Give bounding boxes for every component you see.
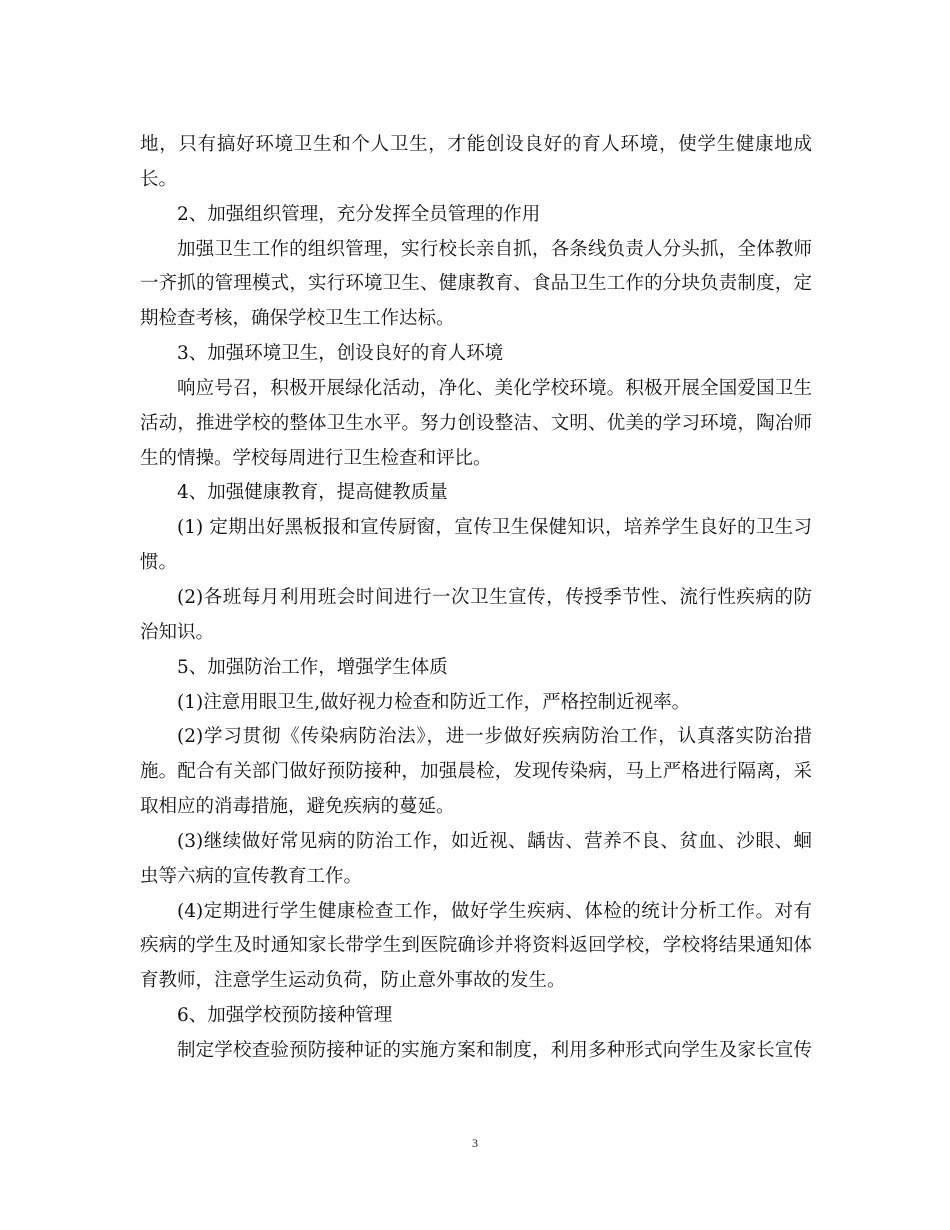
page-number: 3 [472, 1136, 478, 1150]
text-line: 虫等六病的宣传教育工作。 [140, 865, 363, 887]
text-line: 惯。 [140, 552, 178, 574]
text-line: 响应号召，积极开展绿化活动，净化、美化学校环境。积极开展全国爱国卫生 [177, 377, 812, 399]
text-line: 长。 [140, 168, 178, 190]
text-line: (4)定期进行学生健康检查工作，做好学生疾病、体检的统计分析工作。对有 [177, 900, 812, 922]
text-line: 生的情操。学校每周进行卫生检查和评比。 [140, 447, 492, 469]
text-line: (1) 定期出好黑板报和宣传厨窗，宣传卫生保健知识，培养学生良好的卫生习 [177, 517, 812, 539]
document-body [140, 128, 812, 1069]
text-line: 一齐抓的管理模式，实行环境卫生、健康教育、食品卫生工作的分块负责制度，定 [140, 273, 812, 295]
text-line: 期检查考核，确保学校卫生工作达标。 [140, 308, 455, 330]
text-line: 取相应的消毒措施，避免疾病的蔓延。 [140, 796, 455, 818]
text-line: 制定学校查验预防接种证的实施方案和制度，利用多种形式向学生及家长宣传 [177, 1039, 812, 1061]
text-line: (2)各班每月利用班会时间进行一次卫生宣传，传授季节性、流行性疾病的防 [177, 586, 812, 608]
text-line: 治知识。 [140, 621, 215, 643]
text-line: 活动，推进学校的整体卫生水平。努力创设整洁、文明、优美的学习环境，陶冶师 [140, 412, 812, 434]
text-line: 疾病的学生及时通知家长带学生到医院确诊并将资料返回学校，学校将结果通知体 [140, 935, 812, 957]
text-line: 6、加强学校预防接种管理 [177, 1005, 393, 1027]
text-line: (2)学习贯彻《传染病防治法》，进一步做好疾病防治工作，认真落实防治措 [177, 726, 812, 748]
text-line: 育教师，注意学生运动负荷，防止意外事故的发生。 [140, 970, 566, 992]
text-line: 施。配合有关部门做好预防接种，加强晨检，发现传染病，马上严格进行隔离，采 [140, 761, 812, 783]
text-line: (3)继续做好常见病的防治工作，如近视、龋齿、营养不良、贫血、沙眼、蛔 [177, 830, 812, 852]
text-line: 3、加强环境卫生，创设良好的育人环境 [177, 343, 504, 365]
text-line: 加强卫生工作的组织管理，实行校长亲自抓，各条线负责人分头抓，全体教师 [177, 238, 812, 260]
text-line: 4、加强健康教育，提高健教质量 [177, 482, 448, 504]
text-line: (1)注意用眼卫生,做好视力检查和防近工作，严格控制近视率。 [177, 691, 691, 713]
text-line: 5、加强防治工作，增强学生体质 [177, 656, 448, 678]
text-line: 2、加强组织管理，充分发挥全员管理的作用 [177, 203, 541, 225]
text-line: 地，只有搞好环境卫生和个人卫生，才能创设良好的育人环境，使学生健康地成 [140, 134, 812, 155]
